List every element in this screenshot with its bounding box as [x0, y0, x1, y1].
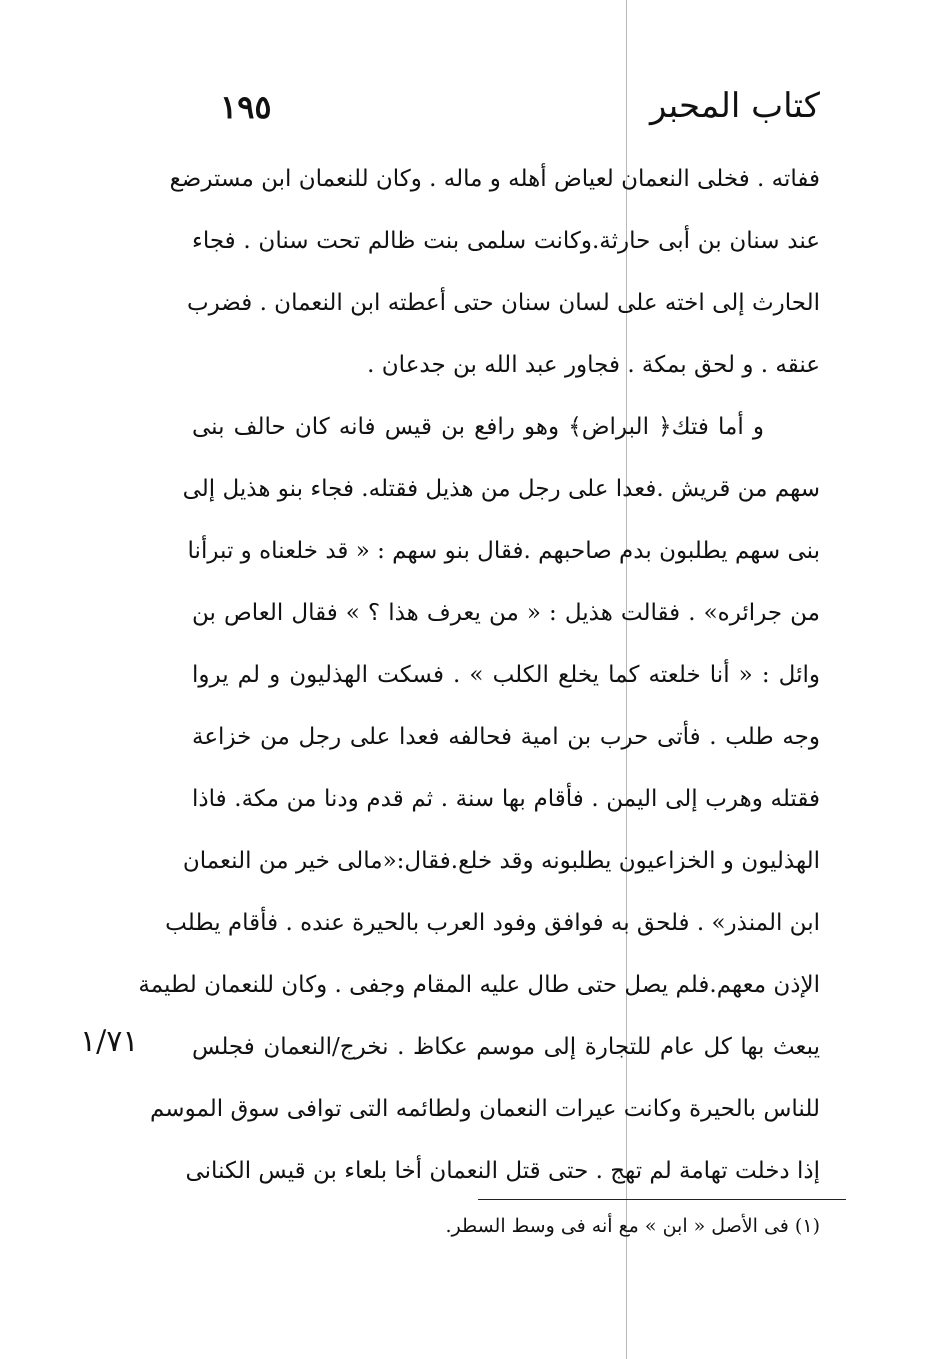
text-line-12: الهذليون و الخزاعيون يطلبونه وقد خلع.فقال:«مالى خير من النعمان	[182, 848, 820, 874]
text-line-17: إذا دخلت تهامة لم تهج . حتى قتل النعمان أخا بلعاء بن قيس الكنانى	[185, 1158, 820, 1184]
body-text	[138, 154, 820, 1208]
text-line-7: بنى سهم يطلبون بدم صاحبهم .فقال بنو سهم : « قد خلعناه و تبرأنا	[187, 538, 820, 564]
footnote-divider	[478, 1199, 846, 1200]
text-line-14: الإذن معهم.فلم يصل حتى طال عليه المقام وجفى . وكان للنعمان لطيمة	[138, 972, 820, 998]
text-line-6: سهم من قريش .فعدا على رجل من هذيل فقتله. فجاء بنو هذيل إلى	[182, 476, 820, 502]
text-line-5: و أما فتك﴿ البراض﴾ وهو رافع بن قيس فانه كان حالف بنى	[192, 414, 764, 440]
text-line-16: للناس بالحيرة وكانت عيرات النعمان ولطائمه التى توافى سوق الموسم	[150, 1096, 820, 1122]
text-line-8: من جرائره» . فقالت هذيل : « من يعرف هذا ؟ » فقال العاص بن	[192, 600, 820, 626]
margin-folio-reference: ١/٧١	[80, 1024, 139, 1059]
text-line-13: ابن المنذر» . فلحق به فوافق وفود العرب بالحيرة عنده . فأقام يطلب	[165, 910, 820, 936]
text-line-9: وائل : « أنا خلعته كما يخلع الكلب » . فسكت الهذليون و لم يروا	[192, 662, 820, 688]
page-number: ١٩٥	[220, 88, 272, 126]
text-line-2: عند سنان بن أبى حارثة.وكانت سلمى بنت ظالم تحت سنان . فجاء	[192, 228, 820, 254]
footnote: (١) فى الأصل « ابن » مع أنه فى وسط السطر.	[445, 1215, 820, 1237]
text-line-3: الحارث إلى اخته على لسان سنان حتى أعطته ابن النعمان . فضرب	[186, 290, 820, 316]
text-line-11: فقتله وهرب إلى اليمن . فأقام بها سنة . ثم قدم ودنا من مكة. فاذا	[192, 786, 820, 812]
running-title: كتاب المحبر	[649, 86, 820, 126]
page-header	[190, 86, 820, 146]
text-line-4: عنقه . و لحق بمكة . فجاور عبد الله بن جدعان .	[367, 352, 820, 378]
text-line-15: يبعث بها كل عام للتجارة إلى موسم عكاظ . نخرج/النعمان فجلس	[192, 1034, 820, 1060]
text-line-10: وجه طلب . فأتى حرب بن امية فحالفه فعدا على رجل من خزاعة	[192, 724, 820, 750]
text-line-1: ففاته . فخلى النعمان لعياض أهله و ماله . وكان للنعمان ابن مسترضع	[169, 166, 820, 192]
